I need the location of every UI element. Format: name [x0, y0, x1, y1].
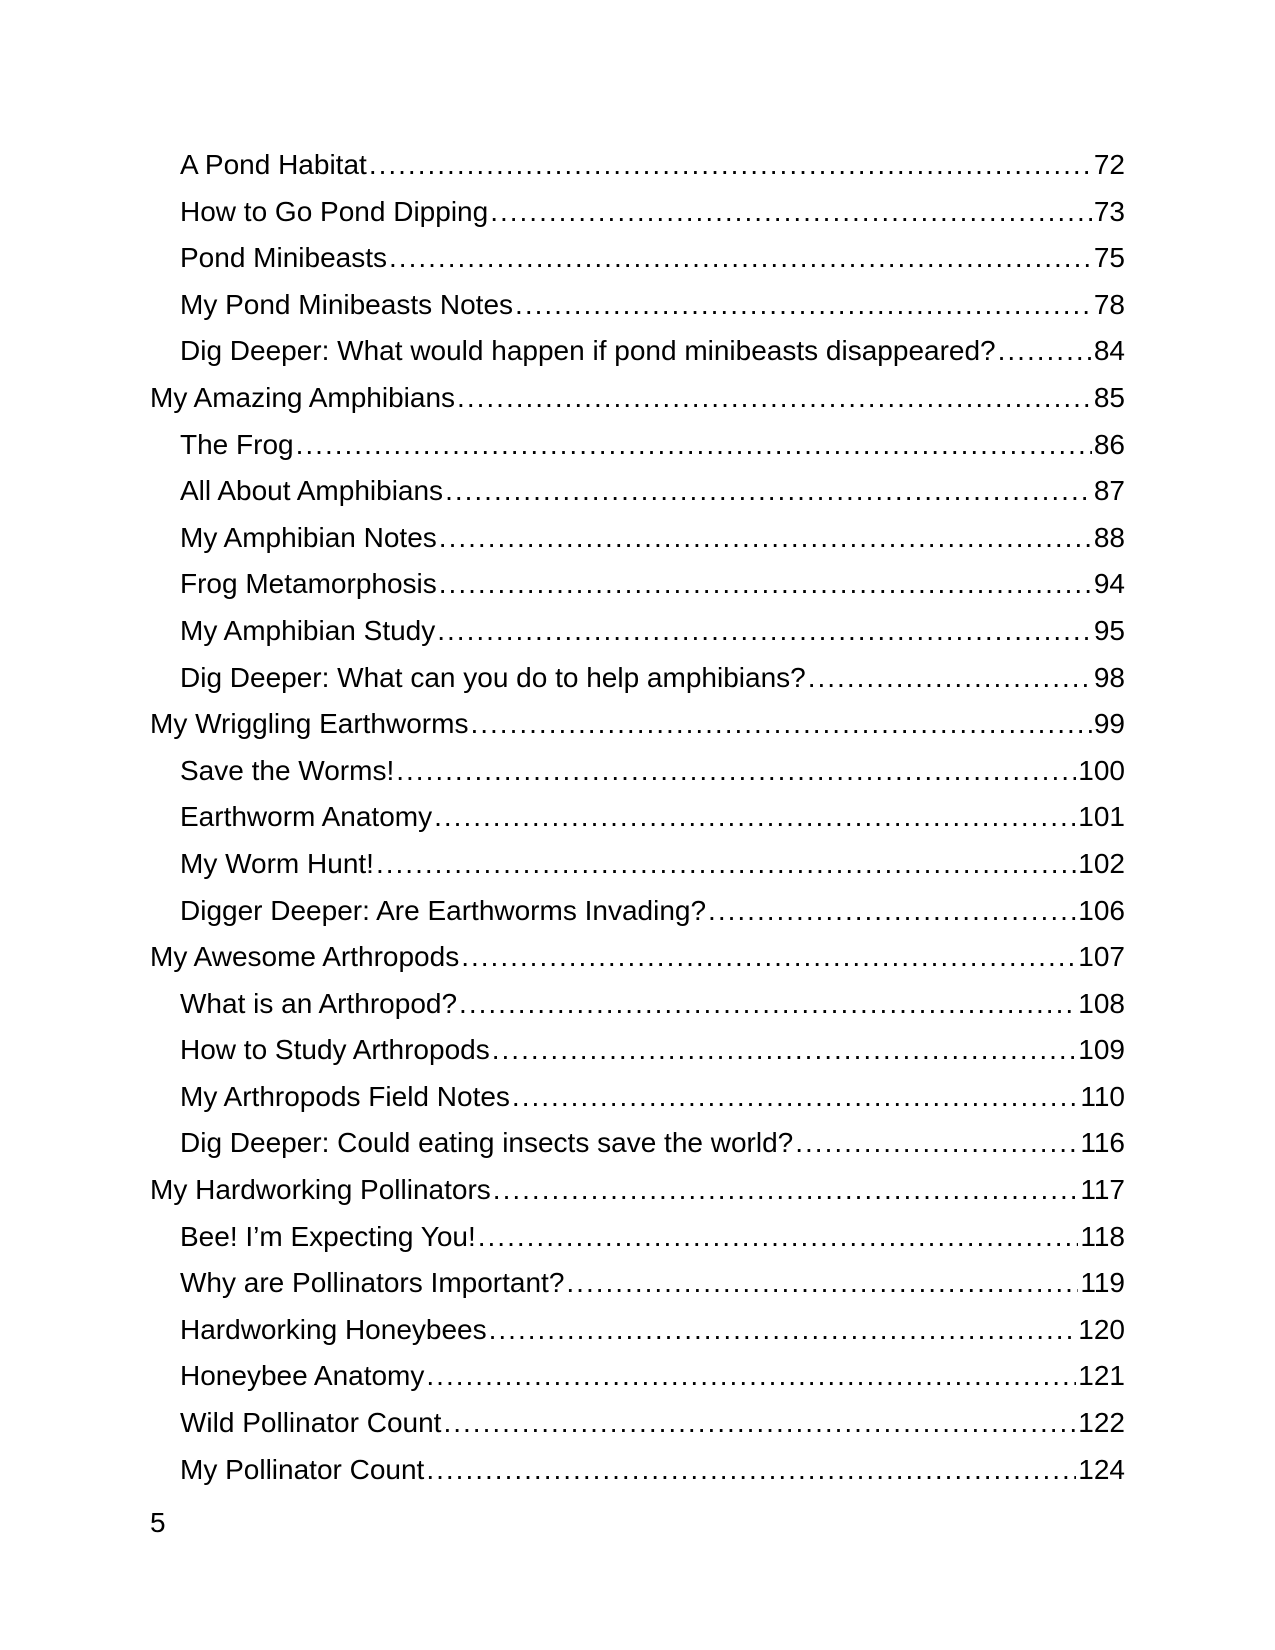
toc-entry-page: 108	[1078, 987, 1125, 1019]
toc-leader-dots	[443, 1400, 1076, 1447]
toc-entry[interactable]	[150, 422, 1125, 469]
toc-leader-dots	[457, 375, 1092, 422]
toc-entry-page: 122	[1078, 1407, 1125, 1439]
toc-entry-page: 78	[1093, 288, 1125, 320]
toc-entry-page: 94	[1093, 568, 1125, 600]
toc-entry-page: 99	[1093, 708, 1125, 740]
toc-entry[interactable]	[150, 1074, 1125, 1121]
toc-leader-dots	[566, 1260, 1078, 1307]
toc-entry[interactable]	[150, 328, 1125, 375]
toc-entry-title: My Pond Minibeasts Notes	[180, 288, 514, 320]
toc-entry-title: Dig Deeper: What would happen if pond minibeasts disappeared?	[180, 335, 996, 367]
toc-entry[interactable]	[150, 235, 1125, 282]
toc-entry[interactable]	[150, 1120, 1125, 1167]
toc-entry-page: 117	[1080, 1174, 1125, 1206]
toc-entry-page: 72	[1093, 149, 1125, 180]
toc-entry-page: 121	[1078, 1360, 1125, 1392]
table-of-contents	[150, 142, 1125, 1493]
toc-leader-dots	[795, 1120, 1078, 1167]
toc-entry-title: My Wriggling Earthworms	[150, 708, 469, 740]
toc-entry-title: Digger Deeper: Are Earthworms Invading?	[180, 894, 707, 926]
toc-entry[interactable]	[150, 655, 1125, 702]
toc-entry-page: 73	[1093, 195, 1125, 227]
toc-entry-page: 119	[1080, 1267, 1125, 1299]
toc-entry[interactable]	[150, 468, 1125, 515]
toc-entry[interactable]	[150, 561, 1125, 608]
toc-leader-dots	[470, 701, 1091, 748]
toc-entry-title: My Worm Hunt!	[180, 847, 374, 879]
toc-entry[interactable]	[150, 608, 1125, 655]
toc-entry-title: My Hardworking Pollinators	[150, 1174, 491, 1206]
toc-entry-page: 86	[1093, 428, 1125, 460]
toc-entry-page: 98	[1093, 661, 1125, 693]
toc-leader-dots	[376, 841, 1076, 888]
toc-entry[interactable]	[150, 888, 1125, 935]
toc-entry[interactable]	[150, 1400, 1125, 1447]
toc-entry-page: 95	[1093, 614, 1125, 646]
toc-leader-dots	[998, 328, 1092, 375]
toc-entry-title: Hardworking Honeybees	[180, 1313, 487, 1345]
toc-entry-title: Dig Deeper: Could eating insects save the world?	[180, 1127, 794, 1159]
toc-entry-title: My Amazing Amphibians	[150, 381, 456, 413]
toc-entry-title: My Awesome Arthropods	[150, 941, 460, 973]
toc-entry-title: Wild Pollinator Count	[180, 1407, 442, 1439]
page-number: 5	[150, 1507, 166, 1538]
toc-entry-title: How to Go Pond Dipping	[180, 195, 489, 227]
toc-section-entry[interactable]	[150, 375, 1125, 422]
toc-entry[interactable]	[150, 282, 1125, 329]
toc-entry-page: 109	[1078, 1034, 1125, 1066]
toc-leader-dots	[296, 422, 1092, 469]
toc-entry-page: 110	[1080, 1080, 1125, 1112]
toc-entry[interactable]	[150, 748, 1125, 795]
toc-entry[interactable]	[150, 142, 1125, 189]
toc-entry[interactable]	[150, 1027, 1125, 1074]
toc-entry-title: My Amphibian Study	[180, 614, 436, 646]
toc-entry-title: Frog Metamorphosis	[180, 568, 437, 600]
toc-entry-page: 107	[1078, 941, 1125, 973]
toc-entry-page: 118	[1080, 1220, 1125, 1252]
toc-entry-title: All About Amphibians	[180, 475, 444, 507]
toc-entry[interactable]	[150, 515, 1125, 562]
toc-leader-dots	[445, 468, 1092, 515]
toc-entry-title: How to Study Arthropods	[180, 1034, 490, 1066]
toc-leader-dots	[459, 981, 1076, 1028]
toc-leader-dots	[808, 655, 1092, 702]
toc-entry-page: 124	[1078, 1453, 1125, 1485]
toc-entry[interactable]	[150, 1353, 1125, 1400]
toc-entry-title: Earthworm Anatomy	[180, 801, 433, 833]
toc-entry-title: What is an Arthropod?	[180, 987, 458, 1019]
toc-entry-title: A Pond Habitat	[180, 149, 367, 180]
toc-leader-dots	[426, 1447, 1076, 1494]
toc-leader-dots	[461, 934, 1076, 981]
toc-section-entry[interactable]	[150, 934, 1125, 981]
toc-leader-dots	[369, 142, 1092, 189]
toc-entry-page: 116	[1080, 1127, 1125, 1159]
toc-leader-dots	[426, 1353, 1076, 1400]
toc-entry-title: The Frog	[180, 428, 294, 460]
toc-entry-page: 84	[1093, 335, 1125, 367]
toc-leader-dots	[478, 1214, 1079, 1261]
toc-entry-page: 102	[1078, 847, 1125, 879]
toc-entry-page: 85	[1093, 381, 1125, 413]
toc-leader-dots	[515, 282, 1092, 329]
toc-entry-title: My Arthropods Field Notes	[180, 1080, 510, 1112]
toc-entry-title: My Pollinator Count	[180, 1453, 425, 1485]
toc-leader-dots	[512, 1074, 1078, 1121]
toc-entry[interactable]	[150, 794, 1125, 841]
toc-entry-title: Why are Pollinators Important?	[180, 1267, 565, 1299]
toc-entry-page: 88	[1093, 521, 1125, 553]
toc-entry-title: Pond Minibeasts	[180, 242, 388, 274]
toc-leader-dots	[434, 794, 1076, 841]
toc-leader-dots	[492, 1027, 1077, 1074]
toc-section-entry[interactable]	[150, 701, 1125, 748]
toc-entry-page: 100	[1078, 754, 1125, 786]
toc-entry-title: Dig Deeper: What can you do to help amphibians?	[180, 661, 806, 693]
toc-entry-page: 101	[1078, 801, 1125, 833]
toc-entry-title: Bee! I’m Expecting You!	[180, 1220, 476, 1252]
toc-leader-dots	[489, 1307, 1077, 1354]
toc-leader-dots	[439, 561, 1092, 608]
toc-leader-dots	[389, 235, 1092, 282]
toc-entry[interactable]	[150, 189, 1125, 236]
toc-entry-title: Honeybee Anatomy	[180, 1360, 425, 1392]
toc-entry[interactable]	[150, 841, 1125, 888]
toc-leader-dots	[708, 888, 1076, 935]
toc-entry-title: Save the Worms!	[180, 754, 395, 786]
toc-leader-dots	[439, 515, 1092, 562]
toc-entry[interactable]	[150, 981, 1125, 1028]
toc-entry-page: 106	[1078, 894, 1125, 926]
toc-entry-page: 120	[1078, 1313, 1125, 1345]
toc-entry-title: My Amphibian Notes	[180, 521, 437, 553]
toc-leader-dots	[490, 189, 1092, 236]
toc-entry-page: 75	[1093, 242, 1125, 274]
toc-entry[interactable]	[150, 1447, 1125, 1494]
toc-entry[interactable]	[150, 1260, 1125, 1307]
toc-entry[interactable]	[150, 1307, 1125, 1354]
toc-entry-page: 87	[1093, 475, 1125, 507]
toc-leader-dots	[396, 748, 1076, 795]
toc-leader-dots	[493, 1167, 1079, 1214]
toc-entry[interactable]	[150, 1214, 1125, 1261]
toc-section-entry[interactable]	[150, 1167, 1125, 1214]
toc-leader-dots	[437, 608, 1092, 655]
